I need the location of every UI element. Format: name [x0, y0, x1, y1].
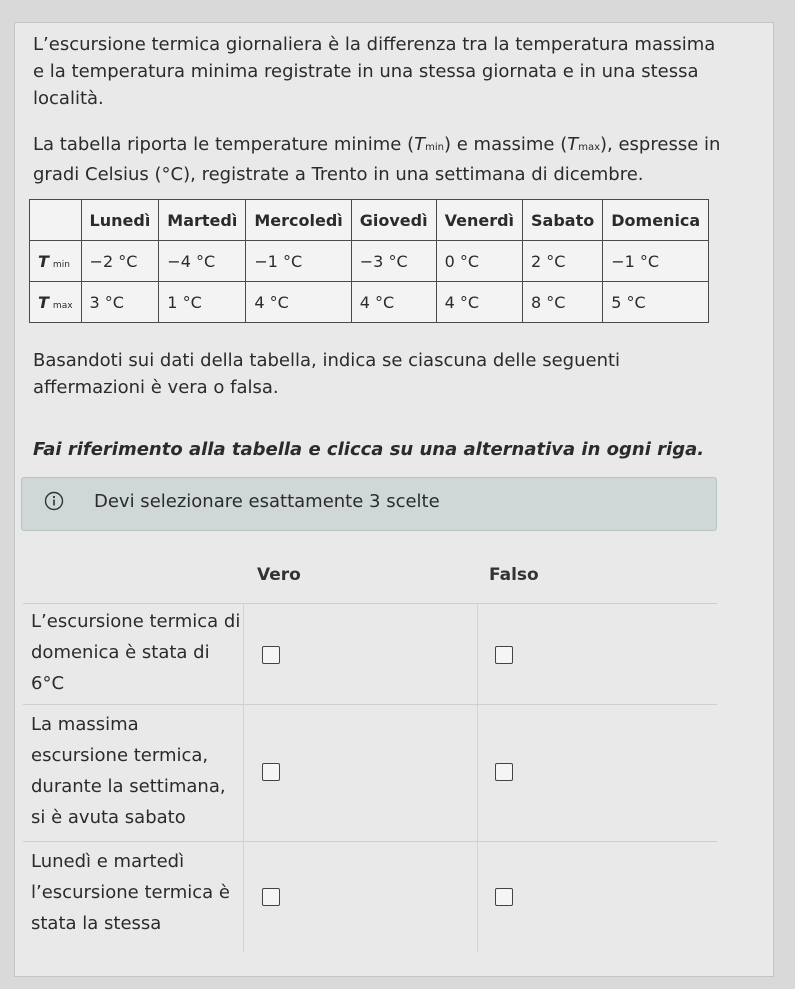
- question-panel: [14, 22, 774, 977]
- header-cell: Sabato: [523, 200, 603, 241]
- table-cell: −4 °C: [159, 241, 246, 282]
- table-row-tmin: [30, 241, 709, 282]
- table-header-row: [30, 200, 709, 241]
- table-row-tmax: [30, 282, 709, 323]
- table-cell: 8 °C: [523, 282, 603, 323]
- statement-text: Lunedì e martedì l’escursione termica è stata la stessa: [31, 851, 230, 934]
- table-cell: 4 °C: [246, 282, 351, 323]
- question-text: Basandoti sui dati della tabella, indica se ciascuna delle seguenti affermazioni è vera o falsa.: [33, 350, 621, 398]
- table-cell: −1 °C: [603, 241, 709, 282]
- false-checkbox[interactable]: [495, 888, 513, 906]
- header-cell: Giovedì: [351, 200, 436, 241]
- statement-row: [23, 841, 717, 952]
- row-label-tmin: T min: [30, 241, 82, 282]
- table-cell: 2 °C: [523, 241, 603, 282]
- table-cell: −2 °C: [81, 241, 159, 282]
- table-corner-cell: [30, 200, 82, 241]
- definition-text: L’escursione termica giornaliera è la differenza tra la temperatura massima e la temperatura minima registrate in una stessa giornata e in una stessa località.: [33, 34, 716, 109]
- grid-header: [23, 547, 717, 603]
- column-header-true: Vero: [257, 565, 301, 585]
- false-checkbox[interactable]: [495, 646, 513, 664]
- info-icon: [44, 491, 64, 511]
- true-false-grid: [23, 547, 717, 952]
- table-cell: −1 °C: [246, 241, 351, 282]
- table-description: La tabella riporta le temperature minime (Tmin) e massime (Tmax), espresse in gradi Celsius (°C), registrate a Trento in una settimana di dicembre.: [33, 134, 721, 185]
- instruction-text: Fai riferimento alla tabella e clicca su una alternativa in ogni riga.: [33, 439, 705, 460]
- column-divider: [243, 842, 244, 952]
- header-cell: Martedì: [159, 200, 246, 241]
- header-cell: Mercoledì: [246, 200, 351, 241]
- column-divider: [243, 604, 244, 704]
- statement-text: La massima escursione termica, durante la settimana, si è avuta sabato: [31, 714, 226, 828]
- false-checkbox[interactable]: [495, 763, 513, 781]
- table-cell: 0 °C: [436, 241, 522, 282]
- info-text: Devi selezionare esattamente 3 scelte: [94, 491, 440, 512]
- temperature-table: [29, 199, 709, 323]
- header-cell: Lunedì: [81, 200, 159, 241]
- column-divider: [243, 705, 244, 841]
- column-header-false: Falso: [489, 565, 539, 585]
- statement-row: [23, 603, 717, 704]
- table-cell: 4 °C: [436, 282, 522, 323]
- table-cell: 1 °C: [159, 282, 246, 323]
- table-cell: −3 °C: [351, 241, 436, 282]
- header-cell: Venerdì: [436, 200, 522, 241]
- table-cell: 4 °C: [351, 282, 436, 323]
- statement-row: [23, 704, 717, 841]
- column-divider: [477, 705, 478, 841]
- row-label-tmax: T max: [30, 282, 82, 323]
- table-cell: 3 °C: [81, 282, 159, 323]
- true-checkbox[interactable]: [262, 888, 280, 906]
- header-cell: Domenica: [603, 200, 709, 241]
- true-checkbox[interactable]: [262, 763, 280, 781]
- info-box: [21, 477, 717, 531]
- statement-text: L’escursione termica di domenica è stata di 6°C: [31, 611, 241, 694]
- table-cell: 5 °C: [603, 282, 709, 323]
- column-divider: [477, 842, 478, 952]
- column-divider: [477, 604, 478, 704]
- true-checkbox[interactable]: [262, 646, 280, 664]
